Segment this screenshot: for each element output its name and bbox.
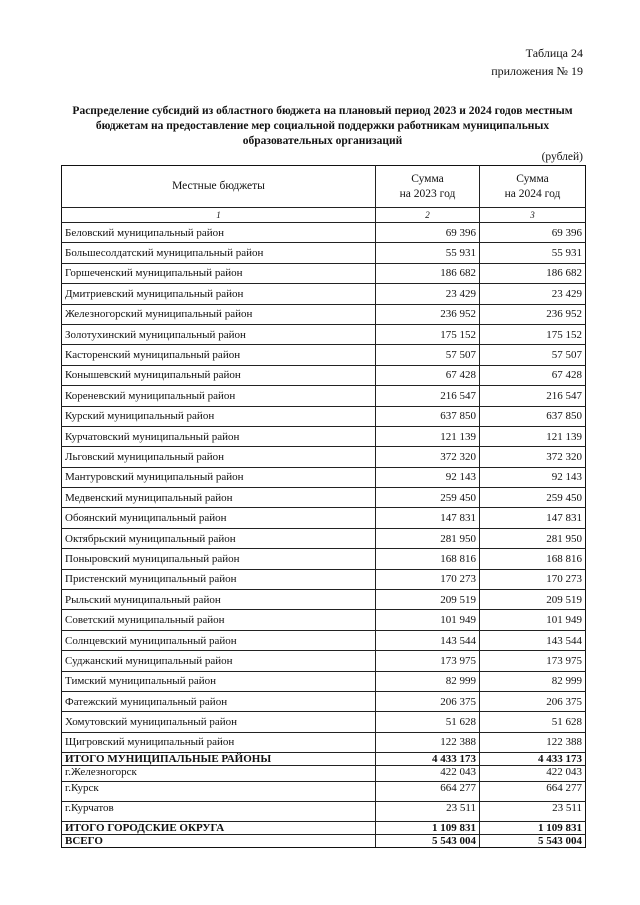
budget-name-cell: Беловский муниципальный район xyxy=(62,223,376,243)
table-row xyxy=(62,365,586,385)
sum-2024-cell: 147 831 xyxy=(480,508,586,528)
sum-2024-cell: 173 975 xyxy=(480,651,586,671)
sum-2024-cell: 236 952 xyxy=(480,304,586,324)
sum-2024-cell: 143 544 xyxy=(480,630,586,650)
city-row xyxy=(62,766,586,782)
sum-2024-cell: 1 109 831 xyxy=(480,822,586,835)
budget-name-cell: Горшеченский муниципальный район xyxy=(62,263,376,283)
sum-2023-cell: 1 109 831 xyxy=(376,822,480,835)
header-sum-2024 xyxy=(480,166,586,208)
table-number-label: Таблица 24 xyxy=(525,46,583,60)
budget-name-cell: г.Курчатов xyxy=(62,802,376,822)
sum-2023-cell: 170 273 xyxy=(376,569,480,589)
sum-2023-cell: 372 320 xyxy=(376,447,480,467)
sum-2024-cell: 57 507 xyxy=(480,345,586,365)
budget-name-cell: Октябрьский муниципальный район xyxy=(62,528,376,548)
table-row xyxy=(62,630,586,650)
table-row xyxy=(62,406,586,426)
budget-name-cell: Железногорский муниципальный район xyxy=(62,304,376,324)
appendix-label: приложения № 19 xyxy=(491,64,583,78)
budget-name-cell: Мантуровский муниципальный район xyxy=(62,467,376,487)
subsidy-table xyxy=(61,165,586,848)
sum-2024-cell: 55 931 xyxy=(480,243,586,263)
sum-2023-cell: 216 547 xyxy=(376,386,480,406)
sum-2023-cell: 101 949 xyxy=(376,610,480,630)
header-sum-2023 xyxy=(376,166,480,208)
budget-name-cell: Поныровский муниципальный район xyxy=(62,549,376,569)
budget-name-cell: Хомутовский муниципальный район xyxy=(62,712,376,732)
budget-name-cell: г.Курск xyxy=(62,782,376,802)
title-line-2: бюджетам на предоставление мер социальной поддержки работникам муниципальных xyxy=(95,120,550,132)
column-numbers-row xyxy=(62,208,586,223)
sum-2024-cell: 170 273 xyxy=(480,569,586,589)
sum-2023-cell: 67 428 xyxy=(376,365,480,385)
table-row xyxy=(62,447,586,467)
sum-2024-cell: 69 396 xyxy=(480,223,586,243)
sum-2023-cell: 121 139 xyxy=(376,426,480,446)
budget-name-cell: Тимский муниципальный район xyxy=(62,671,376,691)
table-header-row xyxy=(62,166,586,208)
sum-2023-cell: 23 429 xyxy=(376,284,480,304)
sum-2023-cell: 82 999 xyxy=(376,671,480,691)
table-row xyxy=(62,467,586,487)
sum-2023-cell: 664 277 xyxy=(376,782,480,802)
sum-2024-cell: 637 850 xyxy=(480,406,586,426)
header-sum-2023-line1: Сумма xyxy=(411,172,444,185)
header-sum-2024-line1: Сумма xyxy=(516,172,549,185)
sum-2024-cell: 372 320 xyxy=(480,447,586,467)
table-row xyxy=(62,569,586,589)
budget-name-cell: Пристенский муниципальный район xyxy=(62,569,376,589)
sum-2023-cell: 51 628 xyxy=(376,712,480,732)
title-line-1: Распределение субсидий из областного бюджета на плановый период 2023 и 2024 годов местным xyxy=(72,105,573,117)
table-row xyxy=(62,284,586,304)
sum-2023-cell: 147 831 xyxy=(376,508,480,528)
sum-2023-cell: 209 519 xyxy=(376,590,480,610)
table-row xyxy=(62,263,586,283)
sum-2024-cell: 82 999 xyxy=(480,671,586,691)
sum-2023-cell: 175 152 xyxy=(376,324,480,344)
table-row xyxy=(62,488,586,508)
column-number-3: 3 xyxy=(480,208,586,223)
sum-2024-cell: 23 429 xyxy=(480,284,586,304)
sum-2024-cell: 4 433 173 xyxy=(480,753,586,766)
table-row xyxy=(62,732,586,752)
budget-name-cell: г.Железногорск xyxy=(62,766,376,782)
sum-2024-cell: 281 950 xyxy=(480,528,586,548)
sum-2024-cell: 206 375 xyxy=(480,691,586,711)
column-number-1: 1 xyxy=(62,208,376,223)
budget-name-cell: Касторенский муниципальный район xyxy=(62,345,376,365)
budget-name-cell: Рыльский муниципальный район xyxy=(62,590,376,610)
budget-name-cell: ИТОГО ГОРОДСКИЕ ОКРУГА xyxy=(62,822,376,835)
sum-2024-cell: 101 949 xyxy=(480,610,586,630)
table-row xyxy=(62,243,586,263)
sum-2023-cell: 57 507 xyxy=(376,345,480,365)
sum-2023-cell: 206 375 xyxy=(376,691,480,711)
document-title xyxy=(60,104,585,149)
sum-2023-cell: 55 931 xyxy=(376,243,480,263)
sum-2024-cell: 422 043 xyxy=(480,766,586,782)
table-row xyxy=(62,651,586,671)
sum-2024-cell: 23 511 xyxy=(480,802,586,822)
header-sum-2024-line2: на 2024 год xyxy=(504,187,561,200)
sum-2024-cell: 664 277 xyxy=(480,782,586,802)
budget-name-cell: Большесолдатский муниципальный район xyxy=(62,243,376,263)
budget-name-cell: Солнцевский муниципальный район xyxy=(62,630,376,650)
sum-2023-cell: 168 816 xyxy=(376,549,480,569)
sum-2024-cell: 121 139 xyxy=(480,426,586,446)
column-number-2: 2 xyxy=(376,208,480,223)
city-row xyxy=(62,802,586,822)
budget-name-cell: ИТОГО МУНИЦИПАЛЬНЫЕ РАЙОНЫ xyxy=(62,753,376,766)
sum-2023-cell: 173 975 xyxy=(376,651,480,671)
budget-name-cell: Кореневский муниципальный район xyxy=(62,386,376,406)
sum-2023-cell: 186 682 xyxy=(376,263,480,283)
budget-name-cell: Конышевский муниципальный район xyxy=(62,365,376,385)
total-districts-row xyxy=(62,753,586,766)
sum-2024-cell: 259 450 xyxy=(480,488,586,508)
units-label: (рублей) xyxy=(541,151,583,163)
table-row xyxy=(62,324,586,344)
budget-name-cell: Советский муниципальный район xyxy=(62,610,376,630)
sum-2023-cell: 4 433 173 xyxy=(376,753,480,766)
sum-2023-cell: 23 511 xyxy=(376,802,480,822)
sum-2024-cell: 168 816 xyxy=(480,549,586,569)
budget-name-cell: Фатежский муниципальный район xyxy=(62,691,376,711)
budget-name-cell: Щигровский муниципальный район xyxy=(62,732,376,752)
sum-2024-cell: 92 143 xyxy=(480,467,586,487)
sum-2024-cell: 51 628 xyxy=(480,712,586,732)
sum-2024-cell: 67 428 xyxy=(480,365,586,385)
table-row xyxy=(62,691,586,711)
sum-2023-cell: 422 043 xyxy=(376,766,480,782)
sum-2024-cell: 5 543 004 xyxy=(480,835,586,848)
city-row xyxy=(62,782,586,802)
table-row xyxy=(62,671,586,691)
budget-name-cell: Курский муниципальный район xyxy=(62,406,376,426)
budget-name-cell: Льговский муниципальный район xyxy=(62,447,376,467)
sum-2023-cell: 281 950 xyxy=(376,528,480,548)
sum-2023-cell: 637 850 xyxy=(376,406,480,426)
grand-total-row xyxy=(62,835,586,848)
sum-2023-cell: 69 396 xyxy=(376,223,480,243)
table-reference xyxy=(491,44,583,80)
table-row xyxy=(62,528,586,548)
budget-name-cell: Обоянский муниципальный район xyxy=(62,508,376,528)
table-row xyxy=(62,610,586,630)
budget-name-cell: Дмитриевский муниципальный район xyxy=(62,284,376,304)
sum-2023-cell: 143 544 xyxy=(376,630,480,650)
table-row xyxy=(62,426,586,446)
budget-name-cell: Золотухинский муниципальный район xyxy=(62,324,376,344)
sum-2024-cell: 122 388 xyxy=(480,732,586,752)
budget-name-cell: ВСЕГО xyxy=(62,835,376,848)
sum-2023-cell: 259 450 xyxy=(376,488,480,508)
budget-name-cell: Медвенский муниципальный район xyxy=(62,488,376,508)
sum-2024-cell: 209 519 xyxy=(480,590,586,610)
table-row xyxy=(62,223,586,243)
sum-2024-cell: 186 682 xyxy=(480,263,586,283)
total-cities-row xyxy=(62,822,586,835)
sum-2023-cell: 92 143 xyxy=(376,467,480,487)
title-line-3: образовательных организаций xyxy=(242,135,403,147)
table-row xyxy=(62,345,586,365)
budget-name-cell: Курчатовский муниципальный район xyxy=(62,426,376,446)
budget-name-cell: Суджанский муниципальный район xyxy=(62,651,376,671)
sum-2023-cell: 122 388 xyxy=(376,732,480,752)
table-row xyxy=(62,549,586,569)
table-row xyxy=(62,386,586,406)
table-row xyxy=(62,304,586,324)
table-row xyxy=(62,590,586,610)
sum-2023-cell: 236 952 xyxy=(376,304,480,324)
table-row xyxy=(62,712,586,732)
sum-2023-cell: 5 543 004 xyxy=(376,835,480,848)
sum-2024-cell: 175 152 xyxy=(480,324,586,344)
sum-2024-cell: 216 547 xyxy=(480,386,586,406)
header-local-budgets: Местные бюджеты xyxy=(62,166,376,208)
header-sum-2023-line2: на 2023 год xyxy=(399,187,456,200)
table-body xyxy=(62,223,586,848)
table-row xyxy=(62,508,586,528)
